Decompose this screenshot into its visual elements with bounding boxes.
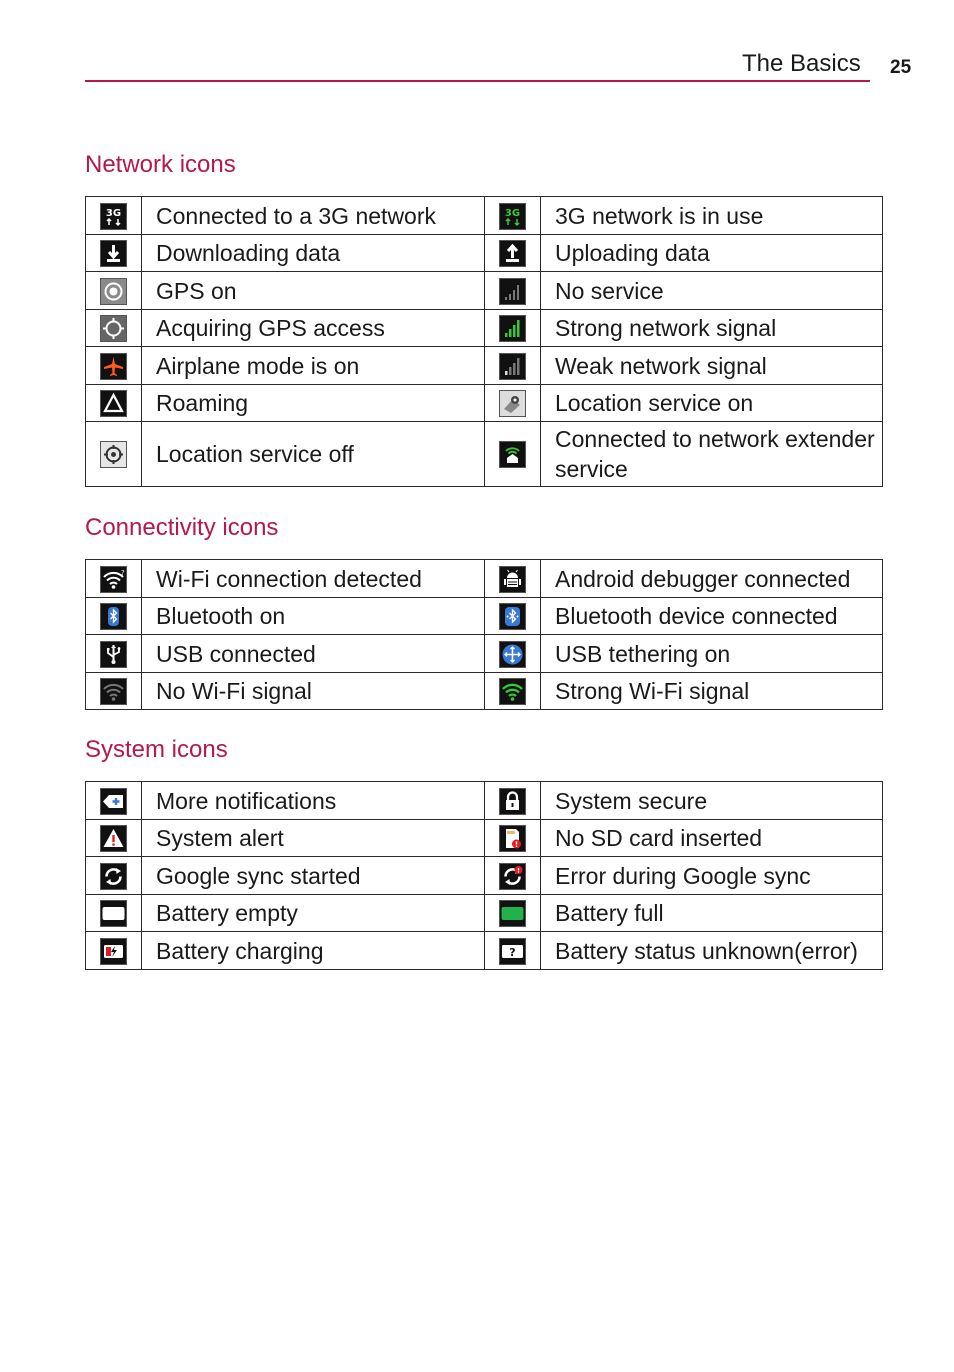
connectivity-icons-table bbox=[85, 559, 883, 710]
row-label: Wi-Fi connection detected bbox=[142, 560, 485, 598]
table-row bbox=[86, 310, 883, 347]
row-label: Connected to a 3G network bbox=[142, 197, 485, 235]
page-number: 25 bbox=[890, 57, 912, 78]
battery-full-icon bbox=[499, 900, 526, 927]
row-label: No Wi-Fi signal bbox=[142, 673, 485, 710]
table-row bbox=[86, 673, 883, 710]
location-on-icon bbox=[499, 390, 526, 417]
section-title-system: System icons bbox=[85, 736, 228, 763]
weak-signal-icon bbox=[499, 353, 526, 380]
3g-in-use-icon bbox=[499, 203, 526, 230]
row-label: Location service on bbox=[541, 385, 883, 422]
row-label: Battery empty bbox=[142, 895, 485, 932]
usb-tethering-icon bbox=[499, 641, 526, 668]
section-title-connectivity: Connectivity icons bbox=[85, 514, 279, 541]
row-label: No service bbox=[541, 272, 883, 310]
table-row bbox=[86, 820, 883, 857]
battery-empty-icon bbox=[100, 900, 127, 927]
gps-acquiring-icon bbox=[100, 315, 127, 342]
sync-error-icon bbox=[499, 863, 526, 890]
table-row bbox=[86, 235, 883, 272]
no-sd-card-icon bbox=[499, 825, 526, 852]
row-label: Downloading data bbox=[142, 235, 485, 272]
strong-signal-icon bbox=[499, 315, 526, 342]
table-row bbox=[86, 598, 883, 635]
alert-icon bbox=[100, 825, 127, 852]
table-row bbox=[86, 347, 883, 385]
table-row bbox=[86, 782, 883, 820]
table-row bbox=[86, 857, 883, 895]
more-notifications-icon bbox=[100, 788, 127, 815]
table-row bbox=[86, 197, 883, 235]
download-icon bbox=[100, 240, 127, 267]
no-service-icon bbox=[499, 278, 526, 305]
row-label: Battery status unknown(error) bbox=[541, 932, 883, 970]
row-label: System alert bbox=[142, 820, 485, 857]
upload-icon bbox=[499, 240, 526, 267]
battery-unknown-icon bbox=[499, 938, 526, 965]
row-label: USB connected bbox=[142, 635, 485, 673]
lock-icon bbox=[499, 788, 526, 815]
row-label: System secure bbox=[541, 782, 883, 820]
svg-text:?: ? bbox=[121, 568, 125, 577]
roaming-icon bbox=[100, 390, 127, 417]
row-label: Connected to network extender service bbox=[541, 422, 883, 487]
row-label: Roaming bbox=[142, 385, 485, 422]
battery-charging-icon bbox=[100, 938, 127, 965]
row-label: GPS on bbox=[142, 272, 485, 310]
table-row bbox=[86, 272, 883, 310]
table-row bbox=[86, 560, 883, 598]
wifi-detected-icon bbox=[100, 566, 127, 593]
row-label: No SD card inserted bbox=[541, 820, 883, 857]
row-label: Airplane mode is on bbox=[142, 347, 485, 385]
header-title: The Basics bbox=[742, 50, 861, 77]
section-title-network: Network icons bbox=[85, 151, 236, 178]
3g-icon bbox=[100, 203, 127, 230]
row-label: 3G network is in use bbox=[541, 197, 883, 235]
svg-text:?: ? bbox=[509, 945, 516, 959]
table-row bbox=[86, 422, 883, 487]
row-label: Battery charging bbox=[142, 932, 485, 970]
row-label: Google sync started bbox=[142, 857, 485, 895]
table-row bbox=[86, 385, 883, 422]
no-wifi-icon bbox=[100, 678, 127, 705]
strong-wifi-icon bbox=[499, 678, 526, 705]
table-row bbox=[86, 932, 883, 970]
usb-icon bbox=[100, 641, 127, 668]
sync-icon bbox=[100, 863, 127, 890]
bluetooth-connected-icon bbox=[499, 603, 526, 630]
row-label: USB tethering on bbox=[541, 635, 883, 673]
row-label: Uploading data bbox=[541, 235, 883, 272]
table-row bbox=[86, 635, 883, 673]
header-rule bbox=[85, 80, 870, 82]
row-label: Strong Wi-Fi signal bbox=[541, 673, 883, 710]
row-label: Error during Google sync bbox=[541, 857, 883, 895]
row-label: Acquiring GPS access bbox=[142, 310, 485, 347]
svg-text:3G: 3G bbox=[504, 207, 521, 219]
row-label: Bluetooth on bbox=[142, 598, 485, 635]
row-label: Battery full bbox=[541, 895, 883, 932]
row-label: Strong network signal bbox=[541, 310, 883, 347]
row-label: More notifications bbox=[142, 782, 485, 820]
airplane-icon bbox=[100, 353, 127, 380]
network-extender-icon bbox=[499, 441, 526, 468]
row-label: Android debugger connected bbox=[541, 560, 883, 598]
network-icons-table bbox=[85, 196, 883, 487]
svg-text:3G: 3G bbox=[105, 207, 122, 219]
system-icons-table bbox=[85, 781, 883, 970]
row-label: Location service off bbox=[142, 422, 485, 487]
bluetooth-icon bbox=[100, 603, 127, 630]
row-label: Weak network signal bbox=[541, 347, 883, 385]
gps-on-icon bbox=[100, 278, 127, 305]
row-label: Bluetooth device connected bbox=[541, 598, 883, 635]
android-debugger-icon bbox=[499, 566, 526, 593]
table-row bbox=[86, 895, 883, 932]
location-off-icon bbox=[100, 441, 127, 468]
